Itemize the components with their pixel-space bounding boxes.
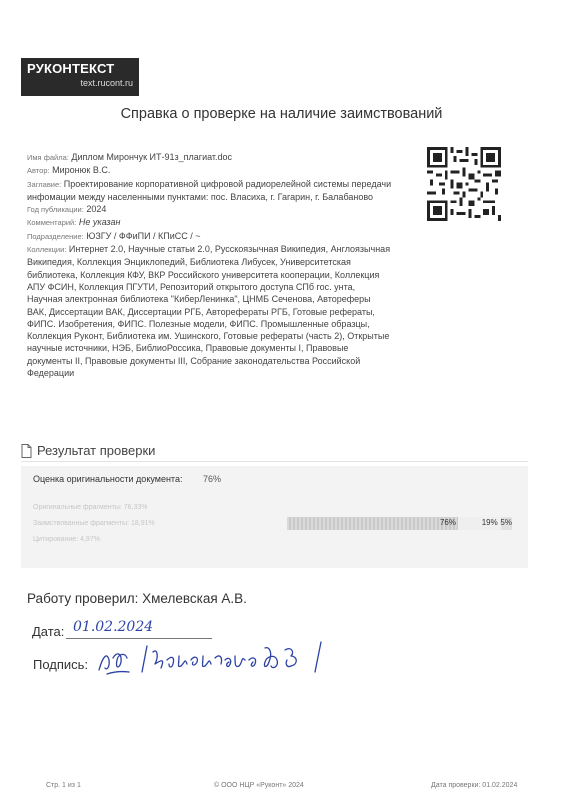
collections-list: Интернет 2.0, Научные статьи 2.0, Русскоязычная Википедия, Англоязычная Википедия, Коллекция Энциклопедий, Библиотека Либусек, Университетская библиотека, Коллекция КФУ, ВКР Российского университета кооперации, Коллекция АПУ ФСИН, Коллекция ПГУТИ, Репозиторий открытого доступа СПб гос. унта, Научная электронная библиотека "КиберЛенинка", ЦНМБ Сеченова, Автореферы ВАК, Диссертации ВАК, Диссертации РГБ, Авторефераты РГБ, Готовые рефераты, ФИПС. Изобретения, ФИПС. Полезные модели, ФИПС. Промышленные образцы, Коллекция Руконт, Библиотека им. Ушинского, Готовые рефераты (часть 2), Открытые научные источники, НЭБ, БиблиоРоссика, Правовые документы I, Правовые документы II, Правовые документы III, Собрание законодательства Российской Федерации xyxy=(27,244,391,379)
document-icon xyxy=(21,444,32,458)
originality-label: Оценка оригинальности документа: xyxy=(33,474,183,484)
author-name: Миронюк В.С. xyxy=(52,165,111,176)
original-pct: 76% xyxy=(439,518,456,527)
handwritten-signature xyxy=(95,638,345,678)
meta-author: Автор: Миронюк В.С. xyxy=(27,165,111,176)
cited-segment xyxy=(501,517,512,530)
meta-collections: Коллекции: Интернет 2.0, Научные статьи 2.0, Русскоязычная Википедия, Англоязычная Википедия, Коллекция Энциклопедий, Библиотека Либусек, Университетская библиотека, Коллекция КФУ, ВКР Российского университета кооперации, Коллекция АПУ ФСИН, Коллекция ПГУТИ, Репозиторий открытого доступа СПб гос. унта, Научная электронная библиотека "КиберЛенинка", ЦНМБ Сеченова, Автореферы ВАК, Диссертации ВАК, Диссертации РГБ, Авторефераты РГБ, Готовые рефераты, ФИПС. Изобретения, ФИПС. Полезные модели, ФИПС. Промышленные образцы, Коллекция Руконт, Библиотека им. Ушинского, Готовые рефераты (часть 2), Открытые научные источники, НЭБ, БиблиоРоссика, Правовые документы I, Правовые документы II, Правовые документы III, Собрание законодательства Российской Федерации xyxy=(27,244,391,379)
file-name: Диплом Мирончук ИТ-91з_плагиат.doc xyxy=(71,152,233,162)
logo-subtitle: text.rucont.ru xyxy=(80,78,133,88)
meta-division: Подразделение: ЮЗГУ / ФФиПИ / КПиСС / ~ xyxy=(27,230,201,241)
original-segment xyxy=(287,517,458,530)
result-heading: Результат проверки xyxy=(37,443,156,458)
document-title: Справка о проверке на наличие заимствований xyxy=(120,106,443,122)
result-header xyxy=(21,443,528,462)
borrowed-pct: 19% xyxy=(481,518,498,527)
meta-title: Заглавие: Проектирование корпоративной цифровой радиорелейной системы передачи инфомации между населенными пунктами: пос. Власиха, г. Гагарин, г. Балабаново xyxy=(27,178,392,202)
footer-page: Стр. 1 из 1 xyxy=(46,782,81,789)
borrowed-segment xyxy=(458,517,501,530)
document-metadata xyxy=(27,151,417,379)
borrowed-fragments-text: Заимствованные фрагменты: 18,91% xyxy=(33,520,155,527)
date-label: Дата: xyxy=(32,624,65,639)
footer-copyright: © ООО НЦР «Руконт» 2024 xyxy=(214,782,304,789)
originality-bar xyxy=(287,517,512,530)
meta-year: Год публикации: 2024 xyxy=(27,204,107,215)
comment-value: Не указан xyxy=(78,217,121,228)
checked-by: Работу проверил: Хмелевская А.В. xyxy=(27,591,247,606)
cited-pct: 5% xyxy=(500,518,512,527)
footer-date: Дата проверки: 01.02.2024 xyxy=(431,782,518,789)
logo-title: РУКОНТЕКСТ xyxy=(27,61,115,76)
citations-text: Цитирование: 4,97% xyxy=(33,536,100,543)
publication-year: 2024 xyxy=(86,204,107,215)
original-fragments-text: Оригинальные фрагменты: 76,33% xyxy=(33,504,148,511)
meta-comment: Комментарий: Не указан xyxy=(27,217,121,228)
result-panel xyxy=(21,466,528,568)
division-value: ЮЗГУ / ФФиПИ / КПиСС / ~ xyxy=(86,230,201,241)
work-title: Проектирование корпоративной цифровой радиорелейной системы передачи инфомации между населенными пунктами: пос. Власиха, г. Гагарин, г. Балабаново xyxy=(27,178,392,202)
rucontext-logo xyxy=(21,58,139,96)
qr-code xyxy=(427,147,501,221)
meta-file: Имя файла: Диплом Мирончук ИТ-91з_плагиат.doc xyxy=(27,152,233,162)
handwritten-date: 01.02.2024 xyxy=(73,619,154,635)
signature-label: Подпись: xyxy=(33,657,89,672)
originality-value: 76% xyxy=(203,474,222,484)
